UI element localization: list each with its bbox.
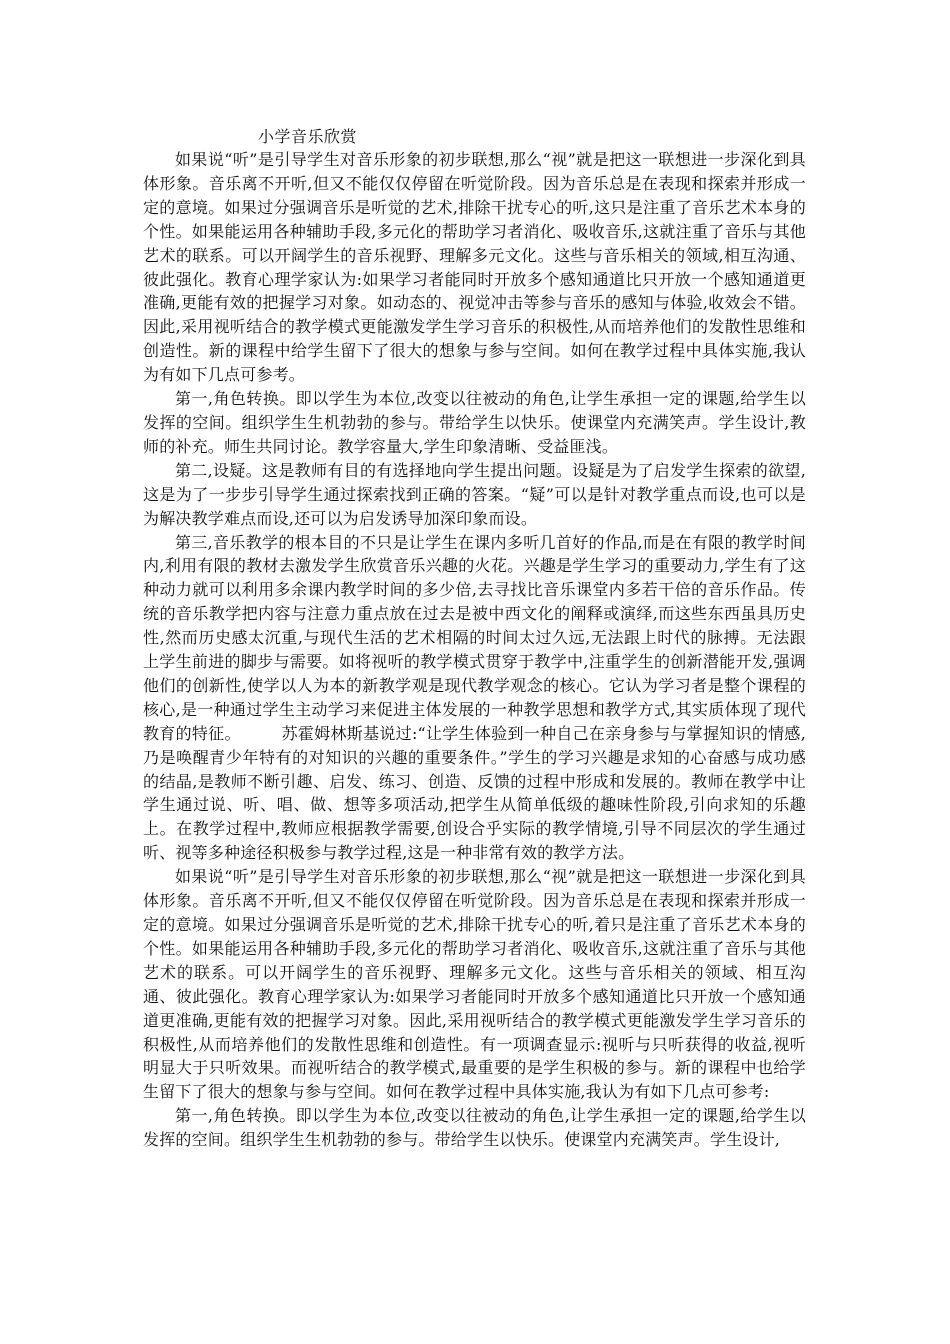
paragraph: 第二,设疑。这是教师有目的有选择地向学生提出问题。设疑是为了启发学生探索的欲望,这是为了一步步引导学生通过探索找到正确的答案。“疑”可以是针对教学重点而设,也可以是为解决教学难点而设,还可以为启发诱导加深印象而设。 <box>143 460 806 528</box>
paragraph: 如果说“听”是引导学生对音乐形象的初步联想,那么“视”就是把这一联想进一步深化到具体形象。音乐离不开听,但又不能仅仅停留在听觉阶段。因为音乐总是在表现和探索并形成一定的意境。如果过分强调音乐是听觉的艺术,排除干扰专心的听,这只是注重了音乐艺术本身的个性。如果能运用各种辅助手段,多元化的帮助学习者消化、吸收音乐,这就注重了音乐与其他艺术的联系。可以开阔学生的音乐视野、理解多元文化。这些与音乐相关的领域,相互沟通、彼此强化。教育心理学家认为:如果学习者能同时开放多个感知通道比只开放一个感知通道更准确,更能有效的把握学习对象。如动态的、视觉冲击等参与音乐的感知与体验,收效会不错。因此,采用视听结合的教学模式更能激发学生学习音乐的积极性,从而培养他们的发散性思维和创造性。新的课程中给学生留下了很大的想象与参与空间。如何在教学过程中具体实施,我认为有如下几点可参考。 <box>143 150 806 385</box>
paragraph: 第一,角色转换。即以学生为本位,改变以往被动的角色,让学生承担一定的课题,给学生以发挥的空间。组织学生生机勃勃的参与。带给学生以快乐。使课堂内充满笑声。学生设计,教师的补充。师生共同讨论。教学容量大,学生印象清晰、受益匪浅。 <box>143 389 806 456</box>
document-body <box>143 148 806 1152</box>
paragraph: 第一,角色转换。即以学生为本位,改变以往被动的角色,让学生承担一定的课题,给学生以发挥的空间。组织学生生机勃勃的参与。带给学生以快乐。使课堂内充满笑声。学生设计, <box>143 1106 806 1150</box>
paragraph: 如果说“听”是引导学生对音乐形象的初步联想,那么“视”就是把这一联想进一步深化到具体形象。音乐离不开听,但又不能仅仅停留在听觉阶段。因为音乐总是在表现和探索并形成一定的意境。如果过分强调音乐是听觉的艺术,排除干扰专心的听,着只是注重了音乐艺术本身的个性。如果能运用各种辅助手段,多元化的帮助学习者消化、吸收音乐,这就注重了音乐与其他艺术的联系。可以开阔学生的音乐视野、理解多元文化。这些与音乐相关的领域、相互沟通、彼此强化。教育心理学家认为:如果学习者能同时开放多个感知通道比只开放一个感知通道更准确,更能有效的把握学习对象。因此,采用视听结合的教学模式更能激发学生学习音乐的积极性,从而培养他们的发散性思维和创造性。有一项调查显示:视听与只听获得的收益,视听明显大于只听效果。而视听结合的教学模式,最重要的是学生积极的参与。新的课程中也给学生留下了很大的想象与参与空间。如何在教学过程中具体实施,我认为有如下几点可参考: <box>143 867 806 1102</box>
paragraph: 第三,音乐教学的根本目的不只是让学生在课内多听几首好的作品,而是在有限的教学时间内,利用有限的教材去激发学生欣赏音乐兴趣的火花。兴趣是学生学习的重要动力,学生有了这种动力就可以利用多余课内教学时间的多少倍,去寻找比音乐课堂内多若干倍的音乐作品。传统的音乐教学把内容与注意力重点放在过去是被中西文化的阐释或演绎,而这些东西虽具历史性,然而历史感太沉重,与现代生活的艺术相隔的时间太过久远,无法跟上时代的脉搏。无法跟上学生前进的脚步与需要。如将视听的教学模式贯穿于教学中,注重学生的创新潜能开发,强调他们的创新性,使学以人为本的新教学观是现代教学观念的核心。它认为学习者是整个课程的核心,是一种通过学生主动学习来促进主体发展的一种教学思想和教学方式,其实质体现了现代教育的特征。 苏霍姆林斯基说过:“让学生体验到一种自己在亲身参与与掌握知识的情感,乃是唤醒青少年特有的对知识的兴趣的重要条件。”学生的学习兴趣是求知的心奋感与成功感的结晶,是教师不断引趣、启发、练习、创造、反馈的过程中形成和发展的。教师在教学中让学生通过说、听、唱、做、想等多项活动,把学生从简单低级的趣味性阶段,引向求知的乐趣上。在教学过程中,教师应根据教学需要,创设合乎实际的教学情境,引导不同层次的学生通过听、视等多种途径积极参与教学过程,这是一种非常有效的教学方法。 <box>143 532 806 863</box>
document-title: 小学音乐欣赏 <box>258 127 358 146</box>
